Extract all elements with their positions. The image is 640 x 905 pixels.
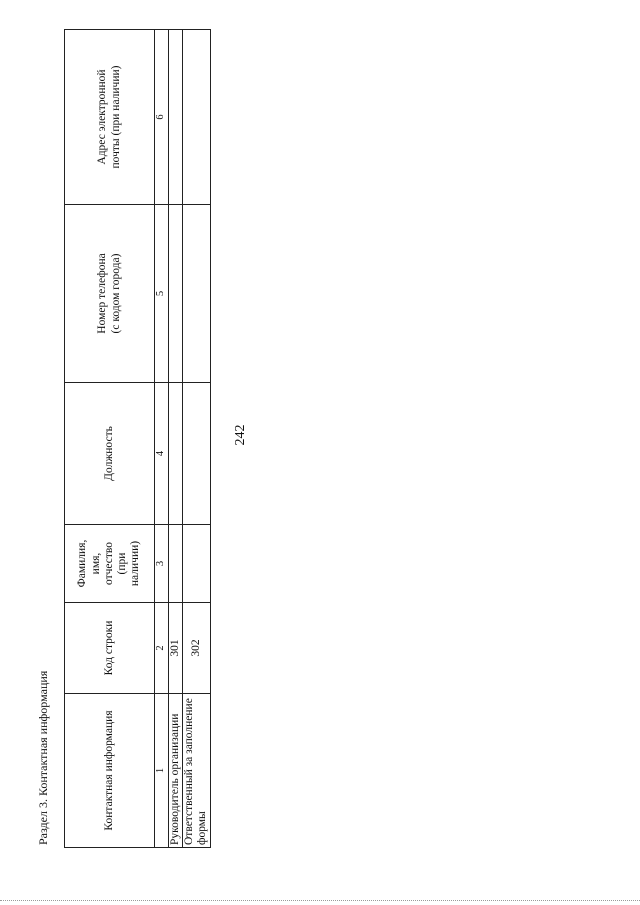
column-number-row: [155, 30, 169, 848]
header-full-name: Фамилия, имя, отчество (при наличии): [65, 525, 155, 603]
column-number: 4: [155, 383, 169, 525]
row-label: Ответственный за заполнение формы: [183, 694, 210, 848]
column-number: 6: [155, 30, 169, 205]
row-code: 301: [169, 603, 183, 694]
scan-edge-rule: [0, 900, 640, 901]
page-number: 242: [233, 424, 248, 446]
name-cell[interactable]: [169, 525, 183, 603]
contact-table-container: [64, 30, 209, 848]
position-cell[interactable]: [183, 383, 210, 525]
header-contact-info: Контактная информация: [65, 694, 155, 848]
table-row: [183, 30, 210, 848]
table-row: [169, 30, 183, 848]
header-phone: Номер телефона (с кодом города): [65, 205, 155, 383]
row-code: 302: [183, 603, 210, 694]
section-title: Раздел 3. Контактная информация: [36, 670, 50, 845]
email-cell[interactable]: [183, 30, 210, 205]
header-position: Должность: [65, 383, 155, 525]
table-header-row: [65, 30, 155, 848]
contact-info-table: [64, 29, 211, 848]
phone-cell[interactable]: [169, 205, 183, 383]
column-number: 3: [155, 525, 169, 603]
phone-cell[interactable]: [183, 205, 210, 383]
column-number: 1: [155, 694, 169, 848]
name-cell[interactable]: [183, 525, 210, 603]
header-row-code: Код строки: [65, 603, 155, 694]
position-cell[interactable]: [169, 383, 183, 525]
email-cell[interactable]: [169, 30, 183, 205]
column-number: 5: [155, 205, 169, 383]
column-number: 2: [155, 603, 169, 694]
row-label: Руководитель организации: [169, 694, 183, 848]
header-email: Адрес электронной почты (при наличии): [65, 30, 155, 205]
